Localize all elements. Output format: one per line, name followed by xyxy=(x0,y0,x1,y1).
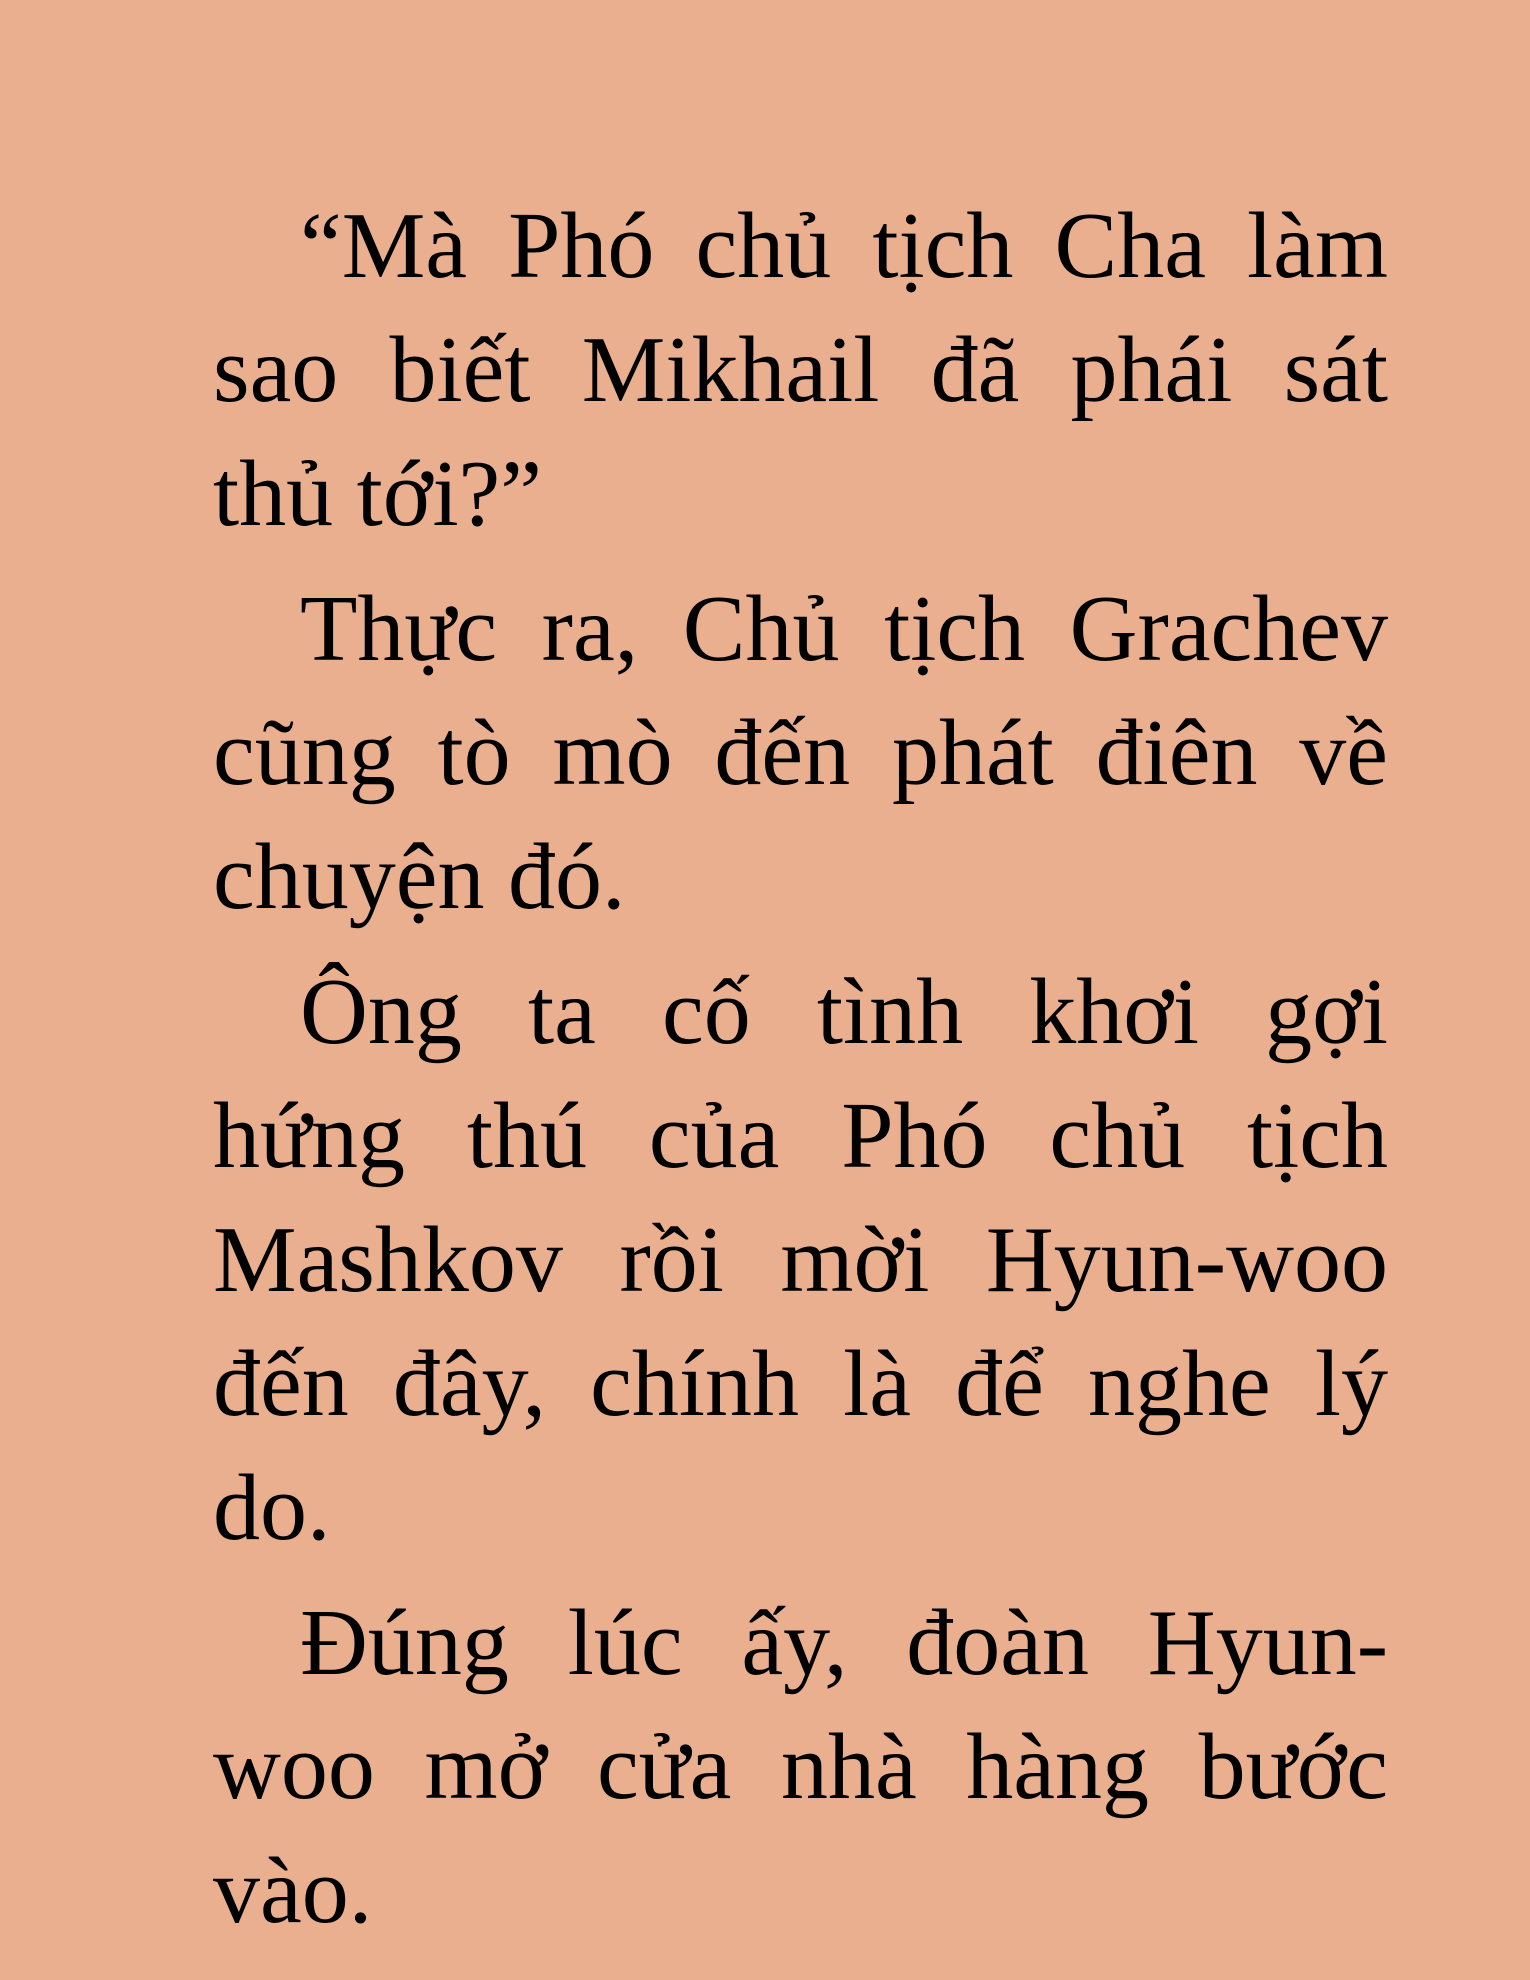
body-text xyxy=(213,184,1388,1964)
paragraph-2: Thực ra, Chủ tịch Grachev cũng tò mò đến phát điên về chuyện đó. xyxy=(213,577,1388,929)
paragraph-4: Đúng lúc ấy, đoàn Hyun-woo mở cửa nhà hàng bước vào. xyxy=(213,1591,1388,1943)
paragraph-3: Ông ta cố tình khơi gợi hứng thú của Phó chủ tịch Mashkov rồi mời Hyun-woo đến đây, chính là để nghe lý do. xyxy=(213,960,1388,1560)
paragraph-1: “Mà Phó chủ tịch Cha làm sao biết Mikhail đã phái sát thủ tới?” xyxy=(213,194,1388,546)
